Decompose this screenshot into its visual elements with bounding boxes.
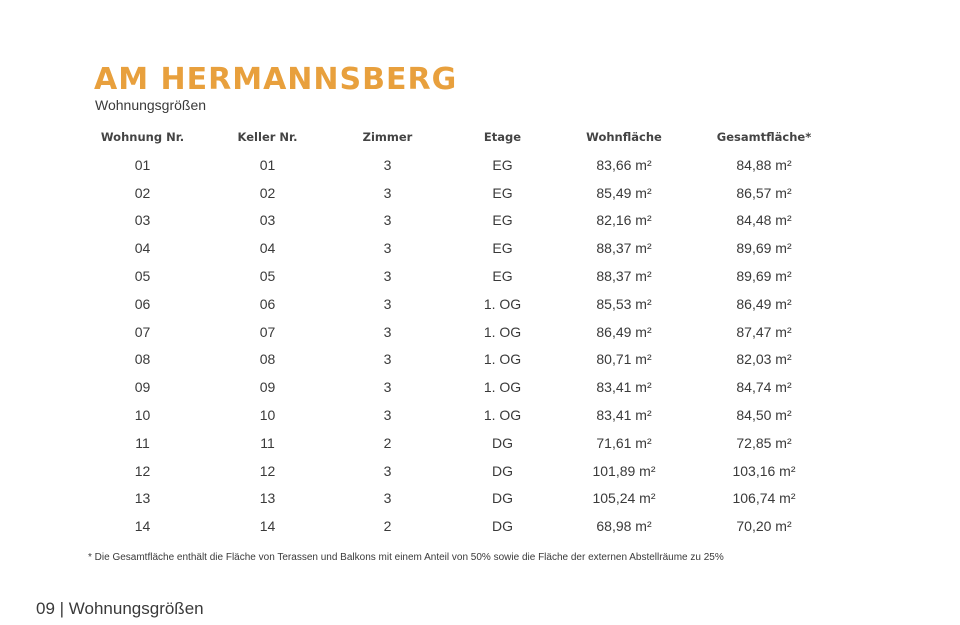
cell-wohnung-nr: 11: [135, 434, 150, 451]
cell-wohnflaeche: 86,49 m²: [596, 323, 652, 340]
cell-zimmer: 2: [383, 434, 392, 451]
cell-wohnung-nr: 03: [134, 212, 151, 229]
cell-wohnung-nr: 10: [134, 407, 151, 424]
header-zimmer: Zimmer: [362, 130, 413, 144]
cell-wohnung-nr: 02: [134, 184, 151, 201]
cell-etage: 1. OG: [483, 407, 522, 424]
table-body: [85, 151, 845, 540]
cell-wohnflaeche: 101,89 m²: [592, 462, 656, 479]
cell-wohnflaeche: 80,71 m²: [596, 351, 652, 368]
cell-wohnflaeche: 68,98 m²: [596, 518, 652, 535]
cell-zimmer: 3: [383, 156, 392, 173]
cell-gesamtflaeche: 103,16 m²: [732, 462, 796, 479]
cell-gesamtflaeche: 86,49 m²: [736, 295, 792, 312]
cell-keller-nr: 10: [259, 407, 276, 424]
apartment-table-container: [85, 123, 845, 540]
page-subtitle: Wohnungsgrößen: [95, 97, 207, 113]
cell-gesamtflaeche: 106,74 m²: [732, 490, 796, 507]
cell-keller-nr: 06: [259, 295, 276, 312]
table-row: [85, 318, 845, 346]
page-footer: 09 | Wohnungsgrößen: [36, 599, 204, 618]
table-row: [85, 485, 845, 513]
cell-wohnung-nr: 12: [134, 462, 151, 479]
cell-etage: DG: [492, 434, 513, 451]
cell-zimmer: 3: [383, 462, 392, 479]
cell-keller-nr: 05: [259, 268, 276, 285]
cell-keller-nr: 07: [259, 323, 276, 340]
cell-etage: EG: [492, 268, 513, 285]
table-row: [85, 234, 845, 262]
cell-wohnflaeche: 88,37 m²: [596, 268, 652, 285]
cell-etage: DG: [492, 462, 513, 479]
cell-wohnung-nr: 01: [134, 156, 151, 173]
cell-keller-nr: 12: [259, 462, 276, 479]
cell-gesamtflaeche: 84,88 m²: [736, 156, 792, 173]
cell-keller-nr: 11: [260, 434, 275, 451]
cell-gesamtflaeche: 84,48 m²: [736, 212, 792, 229]
cell-zimmer: 3: [383, 212, 392, 229]
cell-zimmer: 2: [383, 518, 392, 535]
header-wohnflaeche: Wohnfläche: [586, 130, 662, 144]
cell-wohnflaeche: 82,16 m²: [596, 212, 652, 229]
cell-etage: 1. OG: [483, 379, 522, 396]
cell-wohnung-nr: 05: [134, 268, 151, 285]
cell-zimmer: 3: [383, 295, 392, 312]
header-keller-nr: Keller Nr.: [237, 130, 298, 144]
cell-wohnflaeche: 85,53 m²: [596, 295, 652, 312]
cell-keller-nr: 08: [259, 351, 276, 368]
table-row: [85, 401, 845, 429]
cell-zimmer: 3: [383, 323, 392, 340]
table-header-row: [85, 123, 845, 151]
cell-wohnflaeche: 83,41 m²: [596, 379, 652, 396]
table-row: [85, 457, 845, 485]
table-row: [85, 207, 845, 235]
cell-etage: 1. OG: [483, 351, 522, 368]
cell-wohnung-nr: 08: [134, 351, 151, 368]
cell-keller-nr: 04: [259, 240, 276, 257]
cell-zimmer: 3: [383, 240, 392, 257]
cell-wohnflaeche: 83,41 m²: [596, 407, 652, 424]
cell-wohnflaeche: 85,49 m²: [596, 184, 652, 201]
cell-gesamtflaeche: 72,85 m²: [736, 434, 792, 451]
cell-gesamtflaeche: 89,69 m²: [736, 240, 792, 257]
apartment-size-table: [85, 123, 845, 540]
page-title: AM HERMANNSBERG: [94, 62, 458, 97]
footnote: * Die Gesamtfläche enthält die Fläche von Terassen und Balkons mit einem Anteil von 50% sowie die Fläche der externen Abstellräume zu 25%: [88, 552, 724, 563]
cell-gesamtflaeche: 70,20 m²: [736, 518, 792, 535]
cell-keller-nr: 03: [259, 212, 276, 229]
cell-wohnung-nr: 14: [134, 518, 151, 535]
cell-gesamtflaeche: 84,74 m²: [736, 379, 792, 396]
cell-etage: 1. OG: [483, 323, 522, 340]
cell-etage: 1. OG: [483, 295, 522, 312]
header-wohnung-nr: Wohnung Nr.: [100, 130, 185, 144]
cell-keller-nr: 09: [259, 379, 276, 396]
cell-gesamtflaeche: 87,47 m²: [736, 323, 792, 340]
cell-etage: EG: [492, 156, 513, 173]
cell-gesamtflaeche: 86,57 m²: [736, 184, 792, 201]
header-etage: Etage: [483, 130, 522, 144]
table-row: [85, 373, 845, 401]
cell-zimmer: 3: [383, 490, 392, 507]
cell-zimmer: 3: [383, 379, 392, 396]
table-row: [85, 290, 845, 318]
cell-etage: EG: [492, 240, 513, 257]
cell-wohnflaeche: 105,24 m²: [592, 490, 656, 507]
cell-wohnflaeche: 88,37 m²: [596, 240, 652, 257]
cell-wohnung-nr: 04: [134, 240, 151, 257]
table-row: [85, 151, 845, 179]
cell-keller-nr: 14: [259, 518, 276, 535]
cell-etage: DG: [492, 518, 513, 535]
cell-zimmer: 3: [383, 407, 392, 424]
cell-wohnung-nr: 09: [134, 379, 151, 396]
cell-keller-nr: 13: [259, 490, 276, 507]
table-row: [85, 179, 845, 207]
table-row: [85, 429, 845, 457]
cell-zimmer: 3: [383, 351, 392, 368]
cell-zimmer: 3: [383, 184, 392, 201]
cell-zimmer: 3: [383, 268, 392, 285]
cell-gesamtflaeche: 82,03 m²: [736, 351, 792, 368]
cell-wohnung-nr: 06: [134, 295, 151, 312]
header-gesamtflaeche: Gesamtfläche*: [716, 130, 812, 144]
cell-wohnung-nr: 07: [134, 323, 151, 340]
cell-etage: EG: [492, 184, 513, 201]
cell-wohnflaeche: 83,66 m²: [596, 156, 652, 173]
cell-etage: EG: [492, 212, 513, 229]
cell-keller-nr: 02: [259, 184, 276, 201]
table-row: [85, 346, 845, 374]
table-row: [85, 262, 845, 290]
cell-keller-nr: 01: [259, 156, 276, 173]
cell-gesamtflaeche: 84,50 m²: [736, 407, 792, 424]
cell-gesamtflaeche: 89,69 m²: [736, 268, 792, 285]
cell-wohnflaeche: 71,61 m²: [596, 434, 652, 451]
cell-wohnung-nr: 13: [134, 490, 151, 507]
cell-etage: DG: [492, 490, 513, 507]
table-row: [85, 512, 845, 540]
